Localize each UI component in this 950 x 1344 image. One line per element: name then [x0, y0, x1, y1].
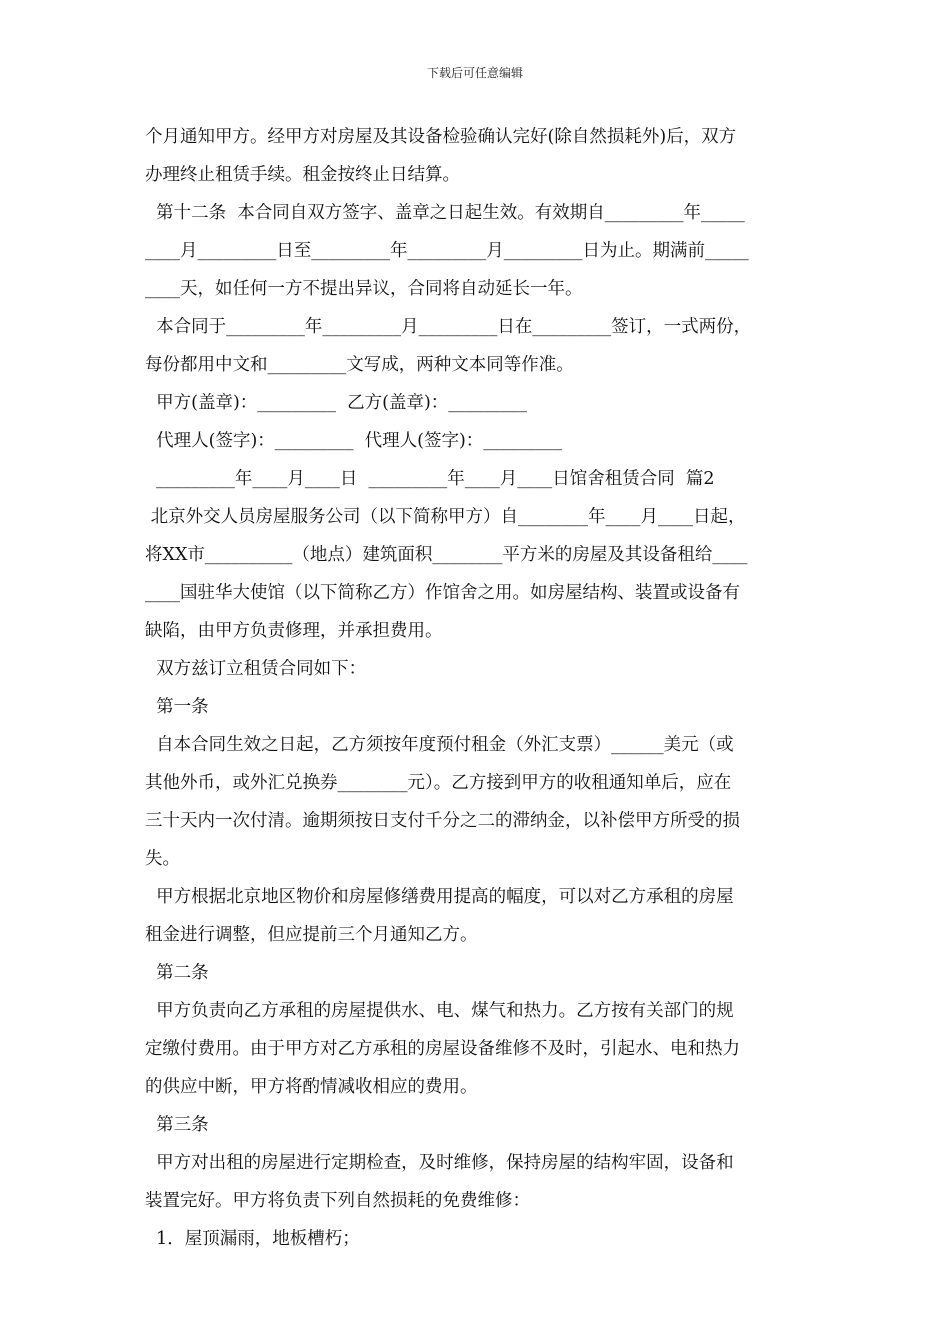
text-line: ____天，如任何一方不提出异议，合同将自动延长一年。	[145, 279, 583, 299]
text-line: 的供应中断，甲方将酌情减收相应的费用。	[145, 1077, 478, 1097]
text-line: 缺陷，由甲方负责修理，并承担费用。	[145, 621, 443, 641]
document-body	[145, 118, 817, 1258]
text-line: 甲方根据北京地区物价和房屋修缮费用提高的幅度，可以对乙方承租的房屋	[145, 887, 734, 907]
article-heading: 第三条	[145, 1115, 209, 1135]
text-line: 甲方负责向乙方承租的房屋提供水、电、煤气和热力。乙方按有关部门的规	[145, 1001, 734, 1021]
text-line: ____国驻华大使馆（以下简称乙方）作馆舍之用。如房屋结构、装置或设备有	[145, 583, 740, 603]
text-line: 租金进行调整，但应提前三个月通知乙方。	[145, 925, 478, 945]
text-line: 将XX市__________（地点）建筑面积________平方米的房屋及其设备租给____	[145, 545, 748, 565]
article-heading: 第二条	[145, 963, 209, 983]
text-line: 双方兹订立租赁合同如下：	[145, 659, 367, 679]
article-heading: 第一条	[145, 697, 209, 717]
text-line: 三十天内一次付清。逾期须按日支付千分之二的滞纳金，以补偿甲方所受的损	[145, 811, 740, 831]
text-line: 个月通知甲方。经甲方对房屋及其设备检验确认完好(除自然损耗外)后，双方	[145, 127, 737, 147]
text-line: 每份都用中文和_________文写成，两种文本同等作准。	[145, 355, 574, 375]
page-header: 下载后可任意编辑	[426, 66, 523, 80]
text-line: 失。	[145, 849, 180, 869]
text-line: 甲方对出租的房屋进行定期检查，及时维修，保持房屋的结构牢固，设备和	[145, 1153, 734, 1173]
text-line: 代理人(签字)：_________ 代理人(签字)：_________	[145, 431, 563, 451]
text-line: 甲方(盖章)：_________ 乙方(盖章)：_________	[145, 393, 528, 413]
text-line: 自本合同生效之日起，乙方须按年度预付租金（外汇支票）______美元（或	[145, 735, 734, 755]
text-line: 第十二条 本合同自双方签字、盖章之日起生效。有效期自_________年_____	[145, 203, 745, 223]
text-line: 本合同于_________年_________月_________日在_________签订，一式两份，	[145, 317, 752, 337]
text-line: 办理终止租赁手续。租金按终止日结算。	[145, 165, 460, 185]
list-item: 1．屋顶漏雨，地板槽朽；	[145, 1229, 360, 1249]
text-line: 北京外交人员房屋服务公司（以下简称甲方）自________年____月____日起，	[145, 507, 746, 527]
text-line: 定缴付费用。由于甲方对乙方承租的房屋设备维修不及时，引起水、电和热力	[145, 1039, 740, 1059]
text-line: _________年____月____日 _________年____月____日馆舍租赁合同 篇2	[145, 469, 715, 489]
text-line: ____月_________日至_________年_________月_________日为止。期满前_____	[145, 241, 749, 261]
text-line: 其他外币，或外汇兑换券________元）。乙方接到甲方的收租通知单后，应在	[145, 773, 732, 793]
text-line: 装置完好。甲方将负责下列自然损耗的免费维修：	[145, 1191, 530, 1211]
